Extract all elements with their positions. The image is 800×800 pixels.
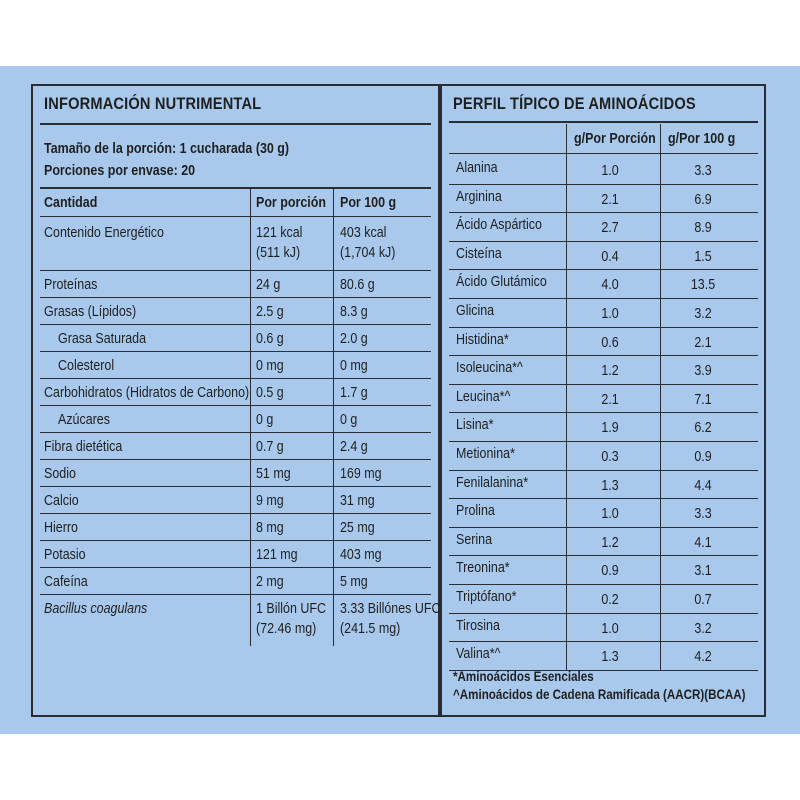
- nutrient-per-100g: 0 g: [340, 412, 358, 428]
- nutrient-name: Azúcares: [58, 412, 110, 428]
- amino-name: Leucina*^: [456, 389, 511, 405]
- amino-row-divider: [449, 384, 758, 385]
- amino-header-divider: [449, 153, 758, 154]
- amino-row-divider: [449, 641, 758, 642]
- amino-per-100g: 3.1: [694, 563, 712, 579]
- column-divider: [250, 188, 251, 646]
- nutrient-per-100g: 1.7 g: [340, 385, 368, 401]
- amino-name: Prolina: [456, 503, 495, 519]
- row-divider: [40, 459, 431, 460]
- amino-footnote-bcaa: ^Aminoácidos de Cadena Ramificada (AACR)(BCAA): [453, 687, 746, 702]
- row-divider: [40, 513, 431, 514]
- nutrient-per-100g: 8.3 g: [340, 304, 368, 320]
- nutrient-name: Contenido Energético: [44, 225, 164, 241]
- nutrient-name: Carbohidratos (Hidratos de Carbono): [44, 385, 250, 401]
- amino-row-divider: [449, 527, 758, 528]
- amino-name: Triptófano*: [456, 589, 517, 605]
- nutrient-name: Colesterol: [58, 358, 115, 374]
- nutrient-per-100g: 2.0 g: [340, 331, 368, 347]
- nutrition-title-divider: [40, 123, 431, 125]
- row-divider: [40, 378, 431, 379]
- amino-row-divider: [449, 184, 758, 185]
- amino-per-serving: 1.2: [601, 535, 619, 551]
- amino-header-per-serving: g/Por Porción: [574, 131, 656, 147]
- header-divider: [40, 216, 431, 217]
- amino-header-per-100g: g/Por 100 g: [668, 131, 736, 147]
- row-divider: [40, 405, 431, 406]
- amino-name: Arginina: [456, 189, 502, 205]
- amino-per-serving: 1.3: [601, 478, 619, 494]
- nutrient-per-100g: 25 mg: [340, 520, 375, 536]
- amino-name: Tirosina: [456, 618, 500, 634]
- amino-per-serving: 1.3: [601, 649, 619, 665]
- serving-size: Tamaño de la porción: 1 cucharada (30 g): [44, 141, 290, 157]
- row-divider: [40, 594, 431, 595]
- nutrient-name: Fibra dietética: [44, 439, 123, 455]
- amino-row-divider: [449, 298, 758, 299]
- row-divider: [40, 351, 431, 352]
- amino-per-100g: 3.3: [694, 506, 712, 522]
- amino-per-serving: 1.0: [601, 163, 619, 179]
- nutrient-per-serving: 121 mg: [256, 547, 298, 563]
- amino-row-divider: [449, 498, 758, 499]
- amino-name: Serina: [456, 532, 493, 548]
- amino-per-serving: 1.0: [601, 506, 619, 522]
- amino-per-100g: 0.7: [694, 592, 712, 608]
- nutrient-per-100g: 403 mg: [340, 547, 382, 563]
- amino-row-divider: [449, 327, 758, 328]
- amino-per-100g: 6.2: [694, 420, 712, 436]
- amino-per-100g: 4.1: [694, 535, 712, 551]
- amino-row-divider: [449, 441, 758, 442]
- nutrient-name: Grasas (Lípidos): [44, 304, 137, 320]
- nutrient-per-100g: 0 mg: [340, 358, 368, 374]
- nutrient-per-100g-secondary: (241.5 mg): [340, 621, 401, 637]
- amino-per-100g: 6.9: [694, 192, 712, 208]
- nutrient-per-100g-secondary: (1,704 kJ): [340, 245, 396, 261]
- row-divider: [40, 567, 431, 568]
- amino-per-100g: 8.9: [694, 220, 712, 236]
- nutrient-per-serving: 0.7 g: [256, 439, 284, 455]
- nutrient-per-serving: 121 kcal: [256, 225, 303, 241]
- amino-column-divider: [566, 124, 567, 670]
- row-divider: [40, 270, 431, 271]
- nutrition-title: INFORMACIÓN NUTRIMENTAL: [44, 94, 262, 113]
- amino-per-serving: 1.0: [601, 621, 619, 637]
- row-divider: [40, 540, 431, 541]
- amino-per-100g: 4.4: [694, 478, 712, 494]
- row-divider: [40, 297, 431, 298]
- amino-per-serving: 2.7: [601, 220, 619, 236]
- amino-row-divider: [449, 584, 758, 585]
- nutrient-per-serving: 24 g: [256, 277, 281, 293]
- amino-name: Ácido Aspártico: [456, 217, 542, 233]
- header-por-porcion: Por porción: [256, 195, 326, 211]
- amino-name: Alanina: [456, 160, 498, 176]
- amino-name: Isoleucina*^: [456, 360, 523, 376]
- row-divider: [40, 324, 431, 325]
- amino-per-100g: 7.1: [694, 392, 712, 408]
- nutrient-per-serving: 0 g: [256, 412, 274, 428]
- nutrient-per-100g: 5 mg: [340, 574, 368, 590]
- nutrient-name: Grasa Saturada: [58, 331, 147, 347]
- amino-per-serving: 0.6: [601, 335, 619, 351]
- nutrient-per-serving-secondary: (72.46 mg): [256, 621, 317, 637]
- row-divider: [40, 486, 431, 487]
- nutrient-per-100g: 169 mg: [340, 466, 382, 482]
- row-divider: [40, 432, 431, 433]
- nutrient-name: Sodio: [44, 466, 76, 482]
- nutrient-name: Hierro: [44, 520, 78, 536]
- amino-per-serving: 4.0: [601, 277, 619, 293]
- amino-row-divider: [449, 355, 758, 356]
- nutrient-per-serving: 0.6 g: [256, 331, 284, 347]
- amino-per-100g: 0.9: [694, 449, 712, 465]
- amino-name: Histidina*: [456, 332, 509, 348]
- nutrient-per-100g: 3.33 Billónes UFC: [340, 601, 441, 617]
- nutrient-name: Calcio: [44, 493, 79, 509]
- amino-title-divider: [449, 121, 758, 123]
- amino-footnote-essential: *Aminoácidos Esenciales: [453, 669, 594, 684]
- nutrient-per-serving: 51 mg: [256, 466, 291, 482]
- servings-per-container: Porciones por envase: 20: [44, 163, 196, 179]
- amino-row-divider: [449, 269, 758, 270]
- amino-name: Ácido Glutámico: [456, 274, 547, 290]
- nutrient-per-100g: 2.4 g: [340, 439, 368, 455]
- amino-per-100g: 13.5: [690, 277, 716, 293]
- nutrient-per-100g: 403 kcal: [340, 225, 387, 241]
- amino-name: Fenilalanina*: [456, 475, 529, 491]
- amino-per-100g: 3.3: [694, 163, 712, 179]
- amino-name: Glicina: [456, 303, 495, 319]
- amino-per-serving: 0.2: [601, 592, 619, 608]
- amino-row-divider: [449, 241, 758, 242]
- nutrient-per-serving: 0 mg: [256, 358, 284, 374]
- nutrient-per-100g: 80.6 g: [340, 277, 375, 293]
- nutrient-name: Bacillus coagulans: [44, 601, 148, 617]
- amino-per-serving: 0.3: [601, 449, 619, 465]
- nutrient-name: Potasio: [44, 547, 86, 563]
- nutrient-per-serving: 2 mg: [256, 574, 284, 590]
- nutrient-name: Proteínas: [44, 277, 98, 293]
- amino-row-divider: [449, 470, 758, 471]
- amino-name: Valina*^: [456, 646, 501, 662]
- header-cantidad: Cantidad: [44, 195, 98, 211]
- amino-name: Metionina*: [456, 446, 515, 462]
- amino-per-serving: 0.4: [601, 249, 619, 265]
- amino-per-100g: 3.2: [694, 306, 712, 322]
- amino-per-100g: 3.9: [694, 363, 712, 379]
- amino-title: PERFIL TÍPICO DE AMINOÁCIDOS: [453, 94, 696, 113]
- amino-per-serving: 1.0: [601, 306, 619, 322]
- amino-row-divider: [449, 412, 758, 413]
- amino-per-100g: 1.5: [694, 249, 712, 265]
- serving-divider: [40, 187, 431, 189]
- header-por-100g: Por 100 g: [340, 195, 397, 211]
- nutrient-per-serving: 2.5 g: [256, 304, 284, 320]
- nutrient-per-serving: 9 mg: [256, 493, 284, 509]
- amino-name: Lisina*: [456, 417, 494, 433]
- amino-per-serving: 1.9: [601, 420, 619, 436]
- nutrient-name: Cafeína: [44, 574, 88, 590]
- amino-per-serving: 2.1: [601, 192, 619, 208]
- amino-row-divider: [449, 613, 758, 614]
- amino-per-100g: 4.2: [694, 649, 712, 665]
- amino-column-divider: [660, 124, 661, 670]
- amino-row-divider: [449, 555, 758, 556]
- amino-row-divider: [449, 212, 758, 213]
- amino-per-serving: 0.9: [601, 563, 619, 579]
- column-divider: [333, 188, 334, 646]
- nutrient-per-serving-secondary: (511 kJ): [256, 245, 301, 261]
- nutrient-per-serving: 8 mg: [256, 520, 284, 536]
- amino-name: Cisteína: [456, 246, 502, 262]
- nutrient-per-serving: 1 Billón UFC: [256, 601, 326, 617]
- amino-per-serving: 2.1: [601, 392, 619, 408]
- amino-per-100g: 2.1: [694, 335, 712, 351]
- amino-per-100g: 3.2: [694, 621, 712, 637]
- amino-per-serving: 1.2: [601, 363, 619, 379]
- amino-name: Treonina*: [456, 560, 510, 576]
- nutrient-per-100g: 31 mg: [340, 493, 375, 509]
- nutrient-per-serving: 0.5 g: [256, 385, 284, 401]
